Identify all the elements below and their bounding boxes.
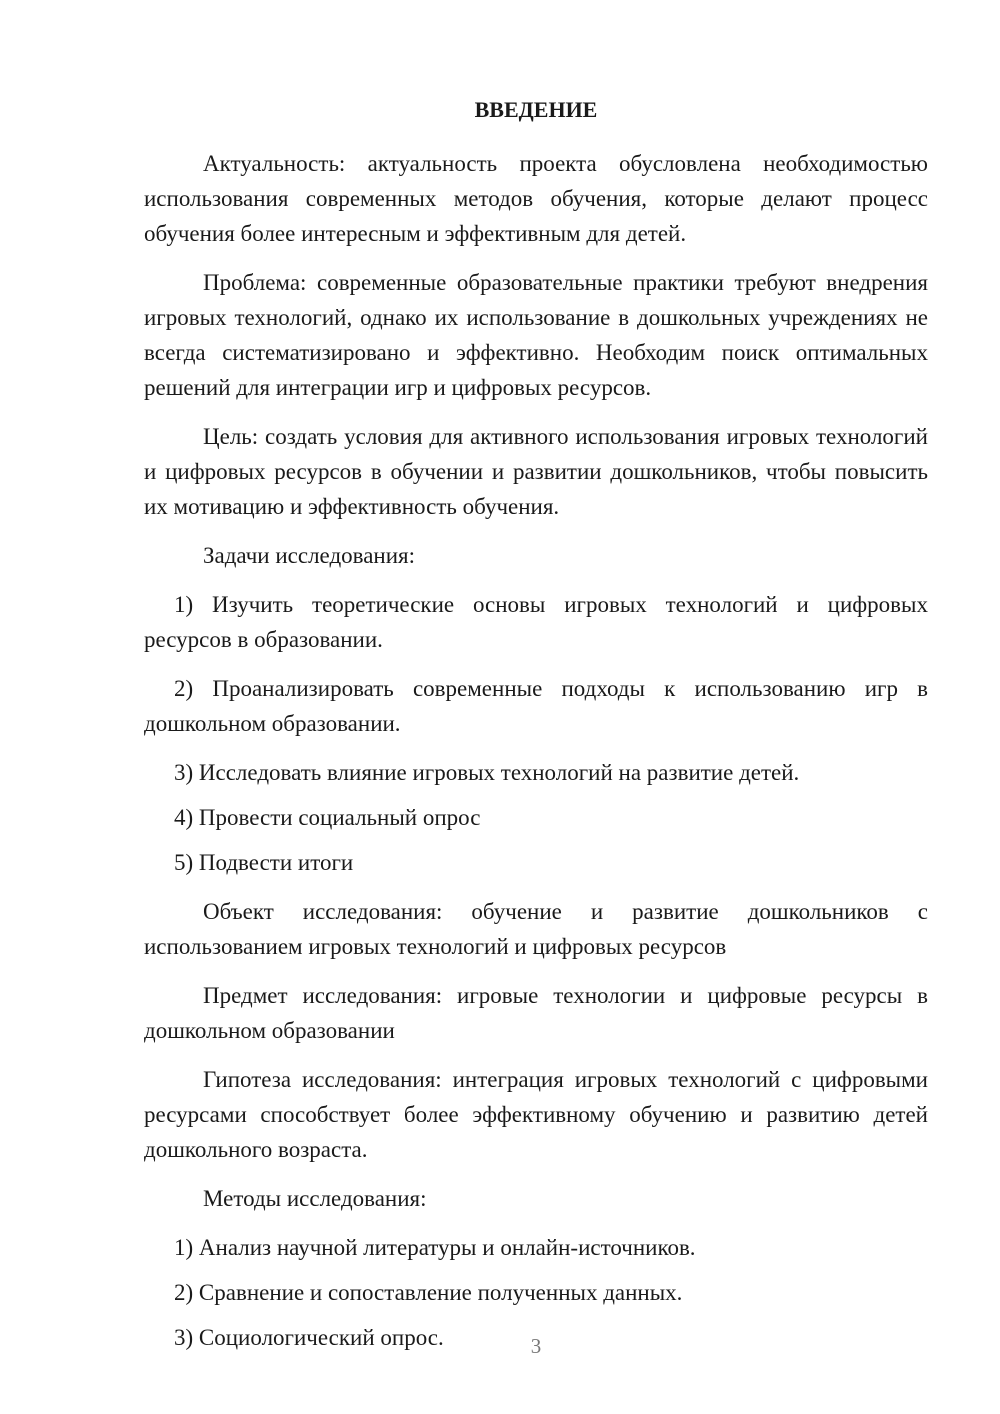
problem-paragraph: Проблема: современные образовательные практики требуют внедрения игровых технологий, однако их использование в дошкольных учреждениях не всегда систематизировано и эффективно. Необходим поиск оптимальных решений для интеграции игр и цифровых ресурсов.	[144, 270, 928, 400]
page-title: ВВЕДЕНИЕ	[474, 97, 598, 122]
object-paragraph: Объект исследования: обучение и развитие дошкольников с использованием игровых технологий и цифровых ресурсов	[144, 899, 928, 959]
task-item: 4) Провести социальный опрос	[174, 805, 481, 830]
method-item: 2) Сравнение и сопоставление полученных данных.	[174, 1280, 683, 1305]
subject-paragraph: Предмет исследования: игровые технологии и цифровые ресурсы в дошкольном образовании	[144, 983, 928, 1043]
task-item: 2) Проанализировать современные подходы к использованию игр в дошкольном образовании.	[144, 676, 928, 736]
relevance-paragraph: Актуальность: актуальность проекта обусловлена необходимостью использования современных методов обучения, которые делают процесс обучения более интересным и эффективным для детей.	[144, 151, 928, 246]
methods-heading: Методы исследования:	[203, 1186, 427, 1211]
method-item: 3) Социологический опрос.	[174, 1325, 444, 1350]
page-number: 3	[530, 1334, 542, 1358]
goal-paragraph: Цель: создать условия для активного использования игровых технологий и цифровых ресурсов в обучении и развитии дошкольников, чтобы повысить их мотивацию и эффективность обучения.	[144, 424, 928, 519]
page-content	[144, 95, 928, 1365]
task-item: 5) Подвести итоги	[174, 850, 354, 875]
tasks-heading: Задачи исследования:	[203, 543, 416, 568]
method-item: 1) Анализ научной литературы и онлайн-источников.	[174, 1235, 696, 1260]
hypothesis-paragraph: Гипотеза исследования: интеграция игровых технологий с цифровыми ресурсами способствует более эффективному обучению и развитию детей дошкольного возраста.	[144, 1067, 928, 1162]
task-item: 3) Исследовать влияние игровых технологий на развитие детей.	[174, 760, 800, 785]
task-item: 1) Изучить теоретические основы игровых технологий и цифровых ресурсов в образовании.	[144, 592, 928, 652]
